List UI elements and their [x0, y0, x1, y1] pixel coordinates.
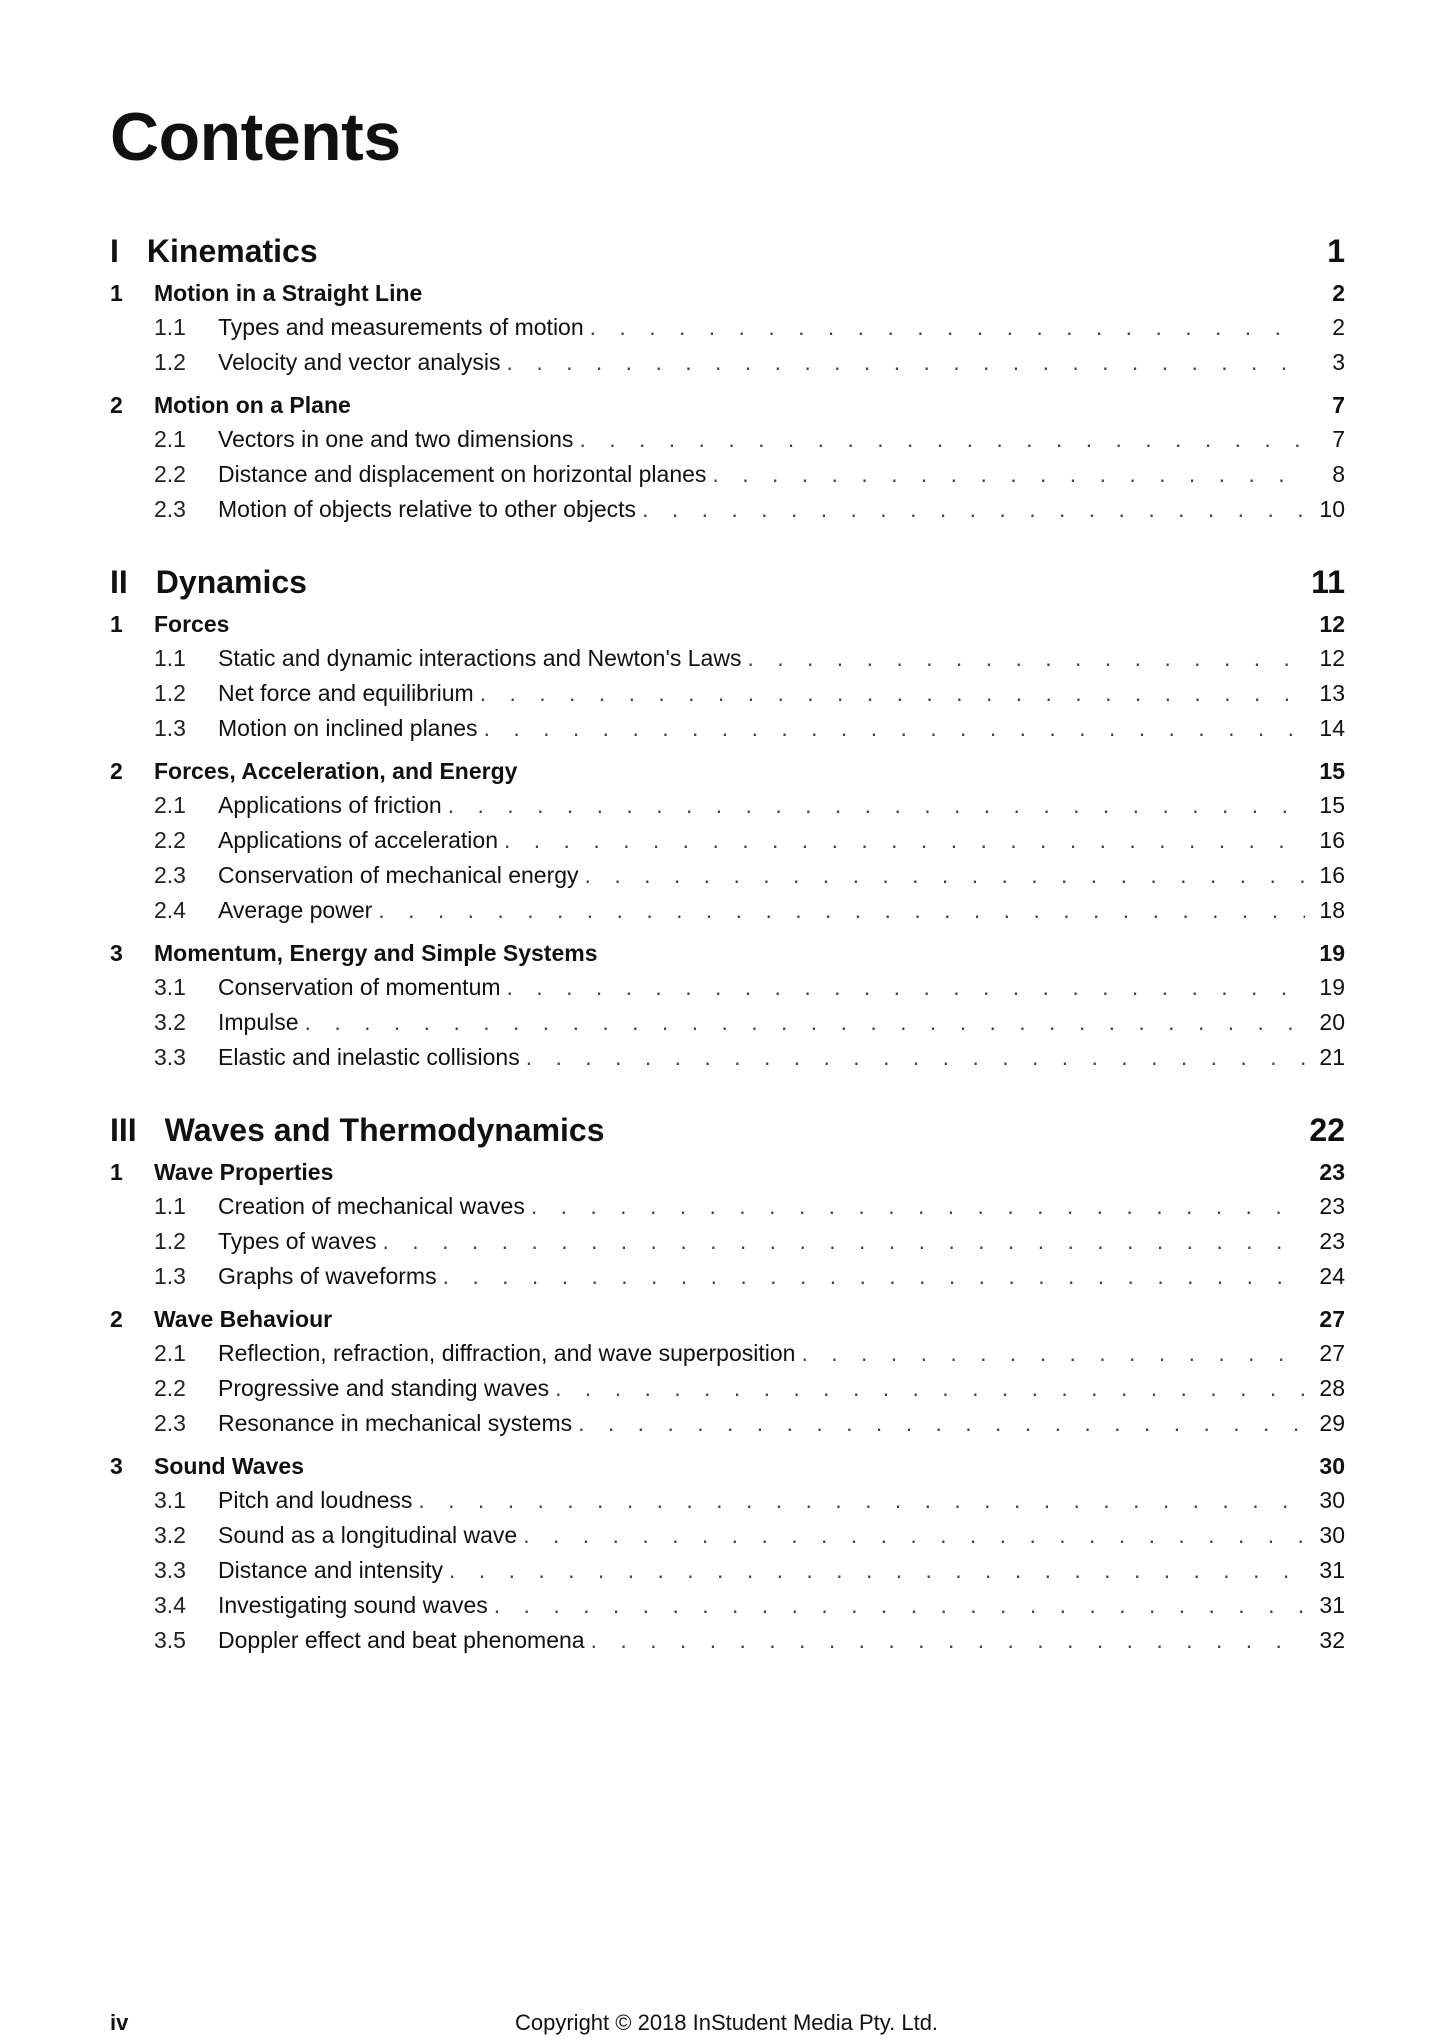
part-page-number: 11 [1311, 564, 1345, 600]
section-number: 3.4 [154, 1592, 186, 1618]
section-number: 1.3 [154, 1263, 186, 1289]
section-page-number: 20 [1319, 1009, 1345, 1035]
chapter-page-number: 12 [1319, 611, 1345, 637]
section-number: 2.3 [154, 496, 186, 522]
dot-leader [480, 676, 1305, 711]
section-number: 3.5 [154, 1627, 186, 1653]
section-number: 3.2 [154, 1009, 186, 1035]
toc-section-entry[interactable] [110, 893, 1345, 928]
section-page-number: 14 [1319, 715, 1345, 741]
dot-leader [591, 1623, 1305, 1658]
section-page-number: 30 [1319, 1487, 1345, 1513]
dot-leader [418, 1483, 1305, 1518]
dot-leader [801, 1336, 1305, 1371]
dot-leader [585, 858, 1305, 893]
section-number: 1.3 [154, 715, 186, 741]
section-page-number: 21 [1319, 1044, 1345, 1070]
section-title: Distance and intensity [218, 1557, 444, 1583]
toc-chapter-entry[interactable] [110, 388, 1345, 422]
chapter-number: 1 [110, 611, 123, 637]
section-number: 1.2 [154, 349, 186, 375]
section-number: 3.1 [154, 974, 186, 1000]
section-title: Sound as a longitudinal wave [218, 1522, 518, 1548]
section-page-number: 32 [1319, 1627, 1345, 1653]
section-title: Distance and displacement on horizontal planes [218, 461, 707, 487]
chapter-title: Motion on a Plane [154, 392, 351, 418]
toc-section-entry[interactable] [110, 1371, 1345, 1406]
chapter-number: 1 [110, 280, 123, 306]
part-title: Kinematics [146, 233, 318, 269]
section-title: Net force and equilibrium [218, 680, 474, 706]
section-number: 2.1 [154, 792, 186, 818]
toc-section-entry[interactable] [110, 641, 1345, 676]
section-page-number: 19 [1319, 974, 1345, 1000]
section-number: 2.1 [154, 426, 186, 452]
section-title: Reflection, refraction, diffraction, and wave superposition [218, 1340, 796, 1366]
toc-chapter-entry[interactable] [110, 1449, 1345, 1483]
dot-leader [590, 310, 1305, 345]
part-spacer [110, 1075, 1345, 1107]
toc-section-entry[interactable] [110, 1406, 1345, 1441]
section-title: Creation of mechanical waves [218, 1193, 525, 1219]
toc-section-entry[interactable] [110, 492, 1345, 527]
chapter-page-number: 27 [1319, 1306, 1345, 1332]
section-number: 2.2 [154, 461, 186, 487]
dot-leader [449, 1553, 1305, 1588]
toc-section-entry[interactable] [110, 1553, 1345, 1588]
section-page-number: 7 [1332, 426, 1345, 452]
dot-leader [526, 1040, 1305, 1075]
part-spacer [110, 527, 1345, 559]
part-number: I [110, 233, 119, 269]
section-page-number: 30 [1319, 1522, 1345, 1548]
part-page-number: 1 [1327, 233, 1345, 269]
section-title: Applications of acceleration [218, 827, 498, 853]
dot-leader [579, 422, 1305, 457]
section-page-number: 12 [1319, 645, 1345, 671]
toc-section-entry[interactable] [110, 823, 1345, 858]
chapter-page-number: 19 [1319, 940, 1345, 966]
toc-chapter-entry[interactable] [110, 1302, 1345, 1336]
chapter-title: Wave Behaviour [154, 1306, 333, 1332]
page-footer [110, 2010, 1345, 2040]
toc-section-entry[interactable] [110, 1588, 1345, 1623]
toc-section-entry[interactable] [110, 1189, 1345, 1224]
page-title: Contents [110, 99, 401, 175]
section-page-number: 27 [1319, 1340, 1345, 1366]
section-number: 3.3 [154, 1044, 186, 1070]
toc-section-entry[interactable] [110, 1005, 1345, 1040]
toc-section-entry[interactable] [110, 970, 1345, 1005]
section-page-number: 13 [1319, 680, 1345, 706]
section-number: 3.2 [154, 1522, 186, 1548]
toc-chapter-entry[interactable] [110, 276, 1345, 310]
toc-section-entry[interactable] [110, 1040, 1345, 1075]
section-number: 2.3 [154, 862, 186, 888]
dot-leader [448, 788, 1305, 823]
dot-leader [507, 970, 1305, 1005]
section-title: Graphs of waveforms [218, 1263, 437, 1289]
section-page-number: 18 [1319, 897, 1345, 923]
dot-leader [494, 1588, 1305, 1623]
part-title: Waves and Thermodynamics [164, 1112, 605, 1148]
section-page-number: 23 [1319, 1228, 1345, 1254]
dot-leader [378, 893, 1305, 928]
dot-leader [443, 1259, 1305, 1294]
toc-section-entry[interactable] [110, 858, 1345, 893]
section-number: 2.1 [154, 1340, 186, 1366]
chapter-title: Forces, Acceleration, and Energy [154, 758, 518, 784]
chapter-number: 3 [110, 940, 123, 966]
table-of-contents [110, 228, 1345, 1658]
dot-leader [507, 345, 1305, 380]
toc-section-entry[interactable] [110, 1224, 1345, 1259]
section-number: 1.1 [154, 314, 186, 340]
chapter-page-number: 30 [1319, 1453, 1345, 1479]
part-page-number: 22 [1309, 1112, 1345, 1148]
section-title: Impulse [218, 1009, 299, 1035]
toc-chapter-entry[interactable] [110, 607, 1345, 641]
section-page-number: 16 [1319, 862, 1345, 888]
section-number: 1.2 [154, 1228, 186, 1254]
section-page-number: 15 [1319, 792, 1345, 818]
section-page-number: 24 [1319, 1263, 1345, 1289]
chapter-title: Forces [154, 611, 230, 637]
chapter-title: Momentum, Energy and Simple Systems [154, 940, 598, 966]
chapter-page-number: 23 [1319, 1159, 1345, 1185]
section-title: Conservation of momentum [218, 974, 501, 1000]
toc-part-entry[interactable] [110, 559, 1345, 605]
section-page-number: 23 [1319, 1193, 1345, 1219]
chapter-title: Motion in a Straight Line [154, 280, 423, 306]
section-number: 2.3 [154, 1410, 186, 1436]
chapter-page-number: 15 [1319, 758, 1345, 784]
toc-section-entry[interactable] [110, 1336, 1345, 1371]
section-title: Motion on inclined planes [218, 715, 478, 741]
section-number: 1.1 [154, 645, 186, 671]
section-page-number: 31 [1319, 1592, 1345, 1618]
section-page-number: 2 [1332, 314, 1345, 340]
dot-leader [523, 1518, 1305, 1553]
section-title: Applications of friction [218, 792, 442, 818]
dot-leader [305, 1005, 1305, 1040]
section-number: 2.4 [154, 897, 186, 923]
toc-chapter-entry[interactable] [110, 754, 1345, 788]
section-title: Types and measurements of motion [218, 314, 584, 340]
section-number: 2.2 [154, 1375, 186, 1401]
chapter-page-number: 2 [1332, 280, 1345, 306]
section-title: Static and dynamic interactions and Newton's Laws [218, 645, 742, 671]
section-number: 3.3 [154, 1557, 186, 1583]
section-page-number: 16 [1319, 827, 1345, 853]
chapter-number: 2 [110, 758, 123, 784]
page-number: iv [110, 2010, 129, 2035]
part-number: II [110, 564, 128, 600]
chapter-number: 2 [110, 1306, 123, 1332]
section-number: 1.2 [154, 680, 186, 706]
section-title: Progressive and standing waves [218, 1375, 550, 1401]
dot-leader [747, 641, 1305, 676]
toc-section-entry[interactable] [110, 711, 1345, 746]
toc-part-entry[interactable] [110, 1107, 1345, 1153]
section-title: Resonance in mechanical systems [218, 1410, 573, 1436]
section-page-number: 8 [1332, 461, 1345, 487]
section-page-number: 31 [1319, 1557, 1345, 1583]
toc-part-entry[interactable] [110, 228, 1345, 274]
section-number: 1.1 [154, 1193, 186, 1219]
section-page-number: 3 [1332, 349, 1345, 375]
section-number: 3.1 [154, 1487, 186, 1513]
section-title: Vectors in one and two dimensions [218, 426, 574, 452]
toc-section-entry[interactable] [110, 310, 1345, 345]
dot-leader [504, 823, 1305, 858]
toc-section-entry[interactable] [110, 1259, 1345, 1294]
toc-section-entry[interactable] [110, 345, 1345, 380]
dot-leader [383, 1224, 1305, 1259]
section-title: Investigating sound waves [218, 1592, 488, 1618]
section-title: Types of waves [218, 1228, 377, 1254]
part-number: III [110, 1112, 137, 1148]
section-page-number: 10 [1319, 496, 1345, 522]
chapter-page-number: 7 [1332, 392, 1345, 418]
chapter-title: Sound Waves [154, 1453, 304, 1479]
section-title: Doppler effect and beat phenomena [218, 1627, 585, 1653]
toc-chapter-entry[interactable] [110, 936, 1345, 970]
chapter-number: 1 [110, 1159, 123, 1185]
toc-section-entry[interactable] [110, 457, 1345, 492]
copyright-notice: Copyright © 2018 InStudent Media Pty. Ltd. [515, 2010, 939, 2035]
dot-leader [531, 1189, 1305, 1224]
section-title: Velocity and vector analysis [218, 349, 501, 375]
dot-leader [578, 1406, 1305, 1441]
dot-leader [642, 492, 1305, 527]
section-title: Conservation of mechanical energy [218, 862, 579, 888]
section-number: 2.2 [154, 827, 186, 853]
dot-leader [484, 711, 1305, 746]
section-title: Motion of objects relative to other objects [218, 496, 637, 522]
toc-section-entry[interactable] [110, 1623, 1345, 1658]
section-title: Average power [218, 897, 373, 923]
toc-section-entry[interactable] [110, 676, 1345, 711]
toc-section-entry[interactable] [110, 788, 1345, 823]
chapter-number: 3 [110, 1453, 123, 1479]
section-page-number: 29 [1319, 1410, 1345, 1436]
chapter-title: Wave Properties [154, 1159, 334, 1185]
toc-chapter-entry[interactable] [110, 1155, 1345, 1189]
section-title: Elastic and inelastic collisions [218, 1044, 520, 1070]
toc-section-entry[interactable] [110, 1483, 1345, 1518]
dot-leader [555, 1371, 1305, 1406]
section-page-number: 28 [1319, 1375, 1345, 1401]
toc-section-entry[interactable] [110, 1518, 1345, 1553]
part-title: Dynamics [155, 564, 307, 600]
section-title: Pitch and loudness [218, 1487, 413, 1513]
toc-section-entry[interactable] [110, 422, 1345, 457]
dot-leader [712, 457, 1305, 492]
chapter-number: 2 [110, 392, 123, 418]
